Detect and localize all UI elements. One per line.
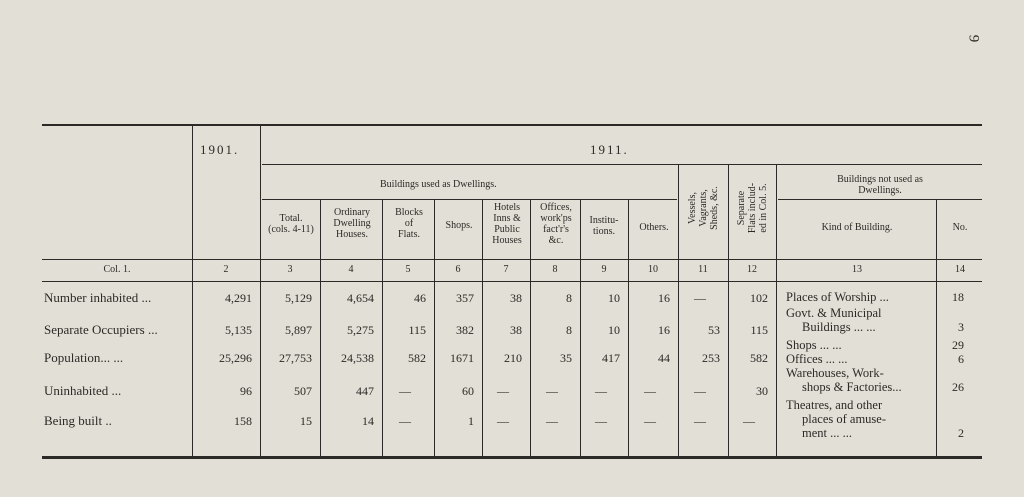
column-number: 4 [348, 264, 354, 275]
top-rule [42, 124, 982, 126]
table-cell: — [399, 384, 411, 398]
kind-of-building: Govt. & Municipal [786, 306, 882, 320]
vrule [628, 199, 629, 458]
row-label: Population... ... [44, 350, 124, 365]
table-cell: — [694, 414, 706, 428]
ordinary-header: Ordinary Dwelling Houses. [333, 207, 371, 240]
non-dwellings-group-header: Buildings not used as Dwellings. [837, 174, 923, 196]
table-cell: 115 [750, 323, 768, 337]
total-header: Total. (cols. 4-11) [268, 213, 314, 235]
table-cell: 1 [468, 414, 474, 428]
table-cell: 582 [750, 351, 768, 365]
vrule [936, 199, 937, 458]
table-cell: — [546, 414, 558, 428]
table-cell: 5,135 [225, 323, 252, 337]
offices-header: Offices, work'ps fact'r's &c. [540, 202, 572, 246]
column-number: 9 [601, 264, 607, 275]
vrule [678, 164, 679, 458]
column-number: 2 [223, 264, 229, 275]
bottom-rule [42, 456, 982, 459]
page-number: 9 [964, 34, 981, 43]
table-cell: 14 [362, 414, 374, 428]
kind-of-building: shops & Factories... [802, 380, 902, 394]
column-number: 7 [503, 264, 509, 275]
table-cell: — [644, 384, 656, 398]
table-cell: 10 [608, 323, 620, 337]
vrule [728, 164, 729, 458]
column-number: 11 [698, 264, 708, 275]
table-cell: 25,296 [219, 351, 252, 365]
kind-of-building: Buildings ... ... [802, 320, 876, 334]
others-header: Others. [639, 222, 669, 233]
table-cell: 15 [300, 414, 312, 428]
table-cell: 46 [414, 291, 426, 305]
vrule [192, 124, 193, 458]
table-cell: 5,275 [347, 323, 374, 337]
row-label: Being built .. [44, 413, 112, 428]
table-cell: — [644, 414, 656, 428]
table-cell: 35 [560, 351, 572, 365]
table-cell: 10 [608, 291, 620, 305]
vrule [320, 199, 321, 458]
kind-count: 29 [952, 338, 964, 352]
table-cell: — [694, 291, 706, 305]
table-cell: 1671 [450, 351, 474, 365]
table-cell: 30 [756, 384, 768, 398]
column-number: 10 [648, 264, 658, 275]
table-cell: 38 [510, 291, 522, 305]
table-cell: 447 [356, 384, 374, 398]
column-number: 14 [955, 264, 965, 275]
table-cell: 16 [658, 323, 670, 337]
kind-of-building-header: Kind of Building. [821, 222, 893, 233]
kind-count: 3 [958, 320, 964, 334]
table-cell: 60 [462, 384, 474, 398]
table-cell: 253 [702, 351, 720, 365]
column-number: Col. 1. [103, 264, 131, 275]
kind-of-building: places of amuse- [802, 412, 886, 426]
kind-count: 26 [952, 380, 964, 394]
table-cell: 16 [658, 291, 670, 305]
table-cell: 102 [750, 291, 768, 305]
year-1911-header: 1911. [590, 142, 629, 157]
table-cell: — [497, 414, 509, 428]
table-cell: 4,654 [347, 291, 374, 305]
table-cell: 507 [294, 384, 312, 398]
vrule [482, 199, 483, 458]
vrule [776, 164, 777, 458]
row-label: Number inhabited ... [44, 290, 152, 305]
table-cell: 24,538 [341, 351, 374, 365]
table-cell: — [595, 414, 607, 428]
table-cell: 382 [456, 323, 474, 337]
no-header: No. [952, 222, 968, 233]
kind-of-building: Shops ... ... [786, 338, 842, 352]
kind-of-building: Theatres, and other [786, 398, 883, 412]
rule-headers [42, 259, 982, 260]
table-cell: 4,291 [225, 291, 252, 305]
kind-count: 2 [958, 426, 964, 440]
institutions-header: Institu- tions. [589, 215, 619, 237]
table-cell: 5,897 [285, 323, 312, 337]
column-number: 5 [405, 264, 411, 275]
rule-subheads [262, 199, 677, 200]
table-cell: 582 [408, 351, 426, 365]
table-cell: 357 [456, 291, 474, 305]
year-1901-header: 1901. [200, 142, 240, 157]
column-number: 6 [455, 264, 461, 275]
table-cell: 44 [658, 351, 670, 365]
rule-nonused [778, 199, 982, 200]
table-cell: 96 [240, 384, 252, 398]
kind-of-building: ment ... ... [802, 426, 852, 440]
table-cell: — [694, 384, 706, 398]
table-cell: 27,753 [279, 351, 312, 365]
vessels-header: Vessels, Vagrants, Sheds, &c. [687, 186, 720, 230]
column-number: 12 [747, 264, 757, 275]
shops-header: Shops. [445, 220, 473, 231]
column-number: 13 [852, 264, 862, 275]
row-label: Uninhabited ... [44, 383, 122, 398]
table-cell: 53 [708, 323, 720, 337]
hotels-header: Hotels Inns & Public Houses [492, 202, 522, 246]
vrule [260, 124, 261, 458]
table-cell: — [399, 414, 411, 428]
vrule [434, 199, 435, 458]
vrule [530, 199, 531, 458]
kind-of-building: Warehouses, Work- [786, 366, 884, 380]
rule-1911 [262, 164, 982, 165]
rule-colnums [42, 281, 982, 282]
table-cell: — [743, 414, 755, 428]
kind-of-building: Offices ... ... [786, 352, 848, 366]
dwellings-group-header: Buildings used as Dwellings. [380, 179, 497, 190]
row-label: Separate Occupiers ... [44, 322, 158, 337]
kind-count: 6 [958, 352, 964, 366]
table-cell: — [595, 384, 607, 398]
kind-count: 18 [952, 290, 964, 304]
separate-flats-header: Separate Flats includ- ed in Col. 5. [736, 182, 769, 234]
column-number: 8 [552, 264, 558, 275]
kind-of-building: Places of Worship ... [786, 290, 889, 304]
table-cell: 115 [408, 323, 426, 337]
table-cell: 8 [566, 323, 572, 337]
vrule [382, 199, 383, 458]
vrule [580, 199, 581, 458]
table-cell: 417 [602, 351, 620, 365]
table-cell: — [497, 384, 509, 398]
table-cell: 210 [504, 351, 522, 365]
table-cell: 8 [566, 291, 572, 305]
table-cell: 158 [234, 414, 252, 428]
table-cell: 5,129 [285, 291, 312, 305]
blocks-header: Blocks of Flats. [395, 207, 423, 240]
table-cell: 38 [510, 323, 522, 337]
column-number: 3 [287, 264, 293, 275]
table-cell: — [546, 384, 558, 398]
